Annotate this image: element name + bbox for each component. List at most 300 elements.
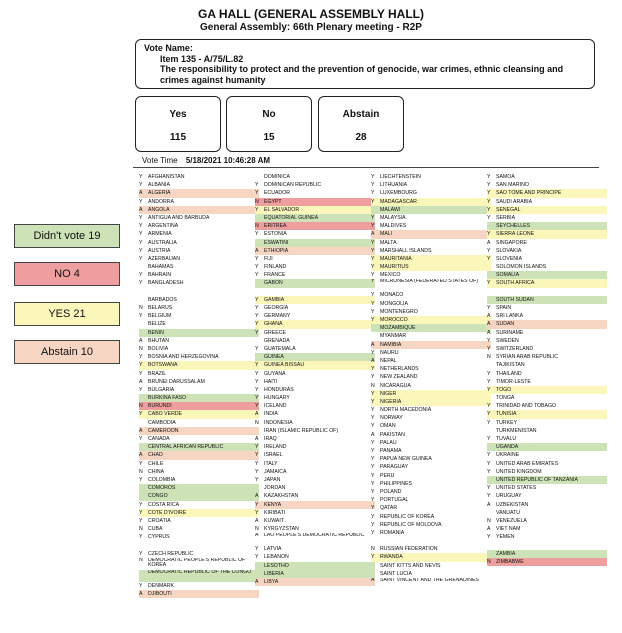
country-name: PAKISTAN — [380, 431, 405, 438]
vote-mark: Y — [139, 386, 143, 393]
country-name: EL SALVADOR — [264, 206, 300, 213]
country-row — [139, 443, 259, 451]
country-row — [139, 181, 259, 189]
country-row — [487, 230, 607, 238]
vote-mark: Y — [255, 501, 259, 508]
country-name: BENIN — [148, 329, 164, 336]
vote-mark: Y — [139, 231, 143, 238]
vote-mark: Y — [371, 529, 375, 536]
country-name: FRANCE — [264, 272, 286, 279]
country-row — [255, 271, 375, 279]
country-row — [255, 288, 375, 296]
country-name: KYRGYZSTAN — [264, 526, 299, 533]
country-name: LAO PEOPLE'S DEMOCRATIC REPUBLIC — [264, 533, 365, 539]
country-row — [487, 198, 607, 206]
country-row — [371, 316, 491, 324]
country-name: ISRAEL — [264, 452, 283, 459]
vote-mark: Y — [139, 362, 143, 369]
country-row — [371, 553, 491, 561]
country-name: TAJIKISTAN — [496, 362, 525, 369]
vote-mark: Y — [139, 436, 143, 442]
country-name: ESWATINI — [264, 239, 289, 246]
country-name: GUYANA — [264, 370, 286, 377]
country-name: CANADA — [148, 436, 170, 442]
country-name: BRAZIL — [148, 370, 167, 377]
vote-mark: Y — [371, 174, 375, 180]
country-row — [139, 460, 259, 468]
vote-mark: Y — [371, 521, 375, 528]
country-row — [139, 296, 259, 304]
country-row — [371, 214, 491, 222]
country-row — [255, 222, 375, 230]
vote-mark: A — [139, 427, 143, 434]
country-row — [487, 288, 607, 296]
vote-mark: Y — [255, 444, 259, 451]
country-name: ARMENIA — [148, 231, 172, 238]
country-row — [255, 279, 375, 287]
vote-mark: Y — [487, 305, 491, 311]
country-name: IRAN (ISLAMIC REPUBLIC OF) — [264, 427, 339, 434]
country-row — [487, 255, 607, 263]
country-row — [487, 435, 607, 443]
country-name: PARAGUAY — [380, 464, 409, 471]
country-name: SURINAME — [496, 329, 524, 336]
vote-mark: Y — [487, 460, 491, 467]
yes-tally-box — [135, 96, 221, 152]
country-row — [255, 378, 375, 386]
no-label: No — [262, 109, 276, 120]
country-row — [255, 263, 375, 271]
vote-mark: N — [255, 223, 259, 230]
country-name: NORWAY — [380, 415, 403, 422]
country-row — [255, 460, 375, 468]
vote-mark: Y — [371, 264, 375, 271]
country-row — [139, 230, 259, 238]
country-row — [487, 361, 607, 369]
country-name: GUATEMALA — [264, 345, 296, 352]
country-row — [139, 345, 259, 353]
country-row — [255, 329, 375, 337]
country-row — [487, 533, 607, 541]
country-name: KUWAIT — [264, 517, 284, 524]
country-name: PALAU — [380, 439, 397, 446]
vote-mark: Y — [371, 182, 375, 189]
country-row — [371, 447, 491, 455]
country-name: BELARUS — [148, 305, 173, 311]
country-name: YEMEN — [496, 534, 515, 541]
country-name: COLOMBIA — [148, 476, 176, 483]
vote-mark: Y — [139, 534, 143, 541]
country-row — [371, 357, 491, 365]
country-row — [255, 247, 375, 255]
country-row — [255, 181, 375, 189]
country-name: LITHUANIA — [380, 182, 408, 189]
legend-no: NO 4 — [14, 262, 120, 286]
vote-mark: Y — [255, 362, 259, 369]
yes-label: Yes — [169, 109, 187, 120]
country-name: BHUTAN — [148, 337, 169, 344]
country-name: VIET NAM — [496, 526, 521, 533]
country-row — [487, 550, 607, 558]
country-row — [255, 501, 375, 509]
country-row — [255, 533, 375, 545]
country-row — [487, 558, 607, 566]
vote-mark: A — [139, 337, 143, 344]
country-name: COTE D'IVOIRE — [148, 509, 187, 516]
country-row — [139, 214, 259, 222]
country-name: SEYCHELLES — [496, 223, 531, 230]
vote-mark: Y — [139, 280, 143, 287]
vote-mark: N — [487, 558, 491, 565]
country-row — [371, 181, 491, 189]
vote-mark: Y — [139, 223, 143, 230]
country-row — [255, 337, 375, 345]
vote-mark: Y — [139, 501, 143, 508]
country-name: INDONESIA — [264, 419, 293, 426]
vote-time-value: 5/18/2021 10:46:28 AM — [185, 156, 271, 165]
country-column-3 — [371, 173, 491, 590]
country-row — [371, 332, 491, 340]
country-row — [255, 427, 375, 435]
country-row — [139, 582, 259, 590]
country-name: CAMBODIA — [148, 419, 176, 426]
legend-abstain: Abstain 10 — [14, 340, 120, 364]
vote-mark: Y — [139, 476, 143, 483]
country-name: CONGO — [148, 493, 168, 500]
country-row — [487, 509, 607, 517]
country-row — [139, 435, 259, 443]
country-row — [487, 451, 607, 459]
vote-mark: Y — [139, 354, 143, 361]
vote-mark: Y — [371, 190, 375, 197]
country-row — [139, 353, 259, 361]
country-name: NEW ZEALAND — [380, 374, 418, 381]
country-name: SOUTH SUDAN — [496, 296, 534, 303]
country-name: CABO VERDE — [148, 411, 183, 418]
country-name: PANAMA — [380, 448, 402, 454]
vote-mark: N — [487, 517, 491, 524]
country-name: BRUNEI DARUSSALAM — [148, 378, 205, 385]
country-name: TONGA — [496, 395, 515, 402]
country-row — [255, 345, 375, 353]
country-row — [255, 492, 375, 500]
country-name: KENYA — [264, 501, 282, 508]
vote-mark: Y — [371, 505, 375, 512]
vote-mark: Y — [255, 468, 259, 475]
country-name: CYPRUS — [148, 534, 170, 541]
country-name: LEBANON — [264, 554, 289, 561]
vote-mark: Y — [139, 517, 143, 524]
country-row — [139, 590, 259, 598]
country-name: SLOVENIA — [496, 255, 522, 262]
country-name: MOROCCO — [380, 317, 408, 323]
country-name: MADAGASCAR — [380, 198, 417, 205]
country-row — [139, 517, 259, 525]
vote-mark: A — [139, 452, 143, 459]
country-name: SRI LANKA — [496, 313, 524, 320]
vote-mark: Y — [371, 292, 375, 299]
country-row — [255, 570, 375, 578]
divider — [133, 167, 599, 168]
vote-mark: A — [371, 357, 375, 364]
country-row — [371, 279, 491, 291]
vote-mark: Y — [371, 407, 375, 414]
country-name: DENMARK — [148, 582, 174, 589]
vote-mark: N — [139, 403, 143, 410]
country-row — [139, 312, 259, 320]
country-name: BANGLADESH — [148, 280, 184, 287]
country-name: MYANMAR — [380, 333, 407, 340]
country-name: GUINEA — [264, 354, 284, 361]
country-row — [139, 533, 259, 541]
country-row — [139, 394, 259, 402]
country-row — [487, 492, 607, 500]
country-row — [255, 562, 375, 570]
vote-mark: N — [139, 468, 143, 475]
country-row — [487, 189, 607, 197]
vote-mark: N — [139, 526, 143, 533]
country-row — [139, 255, 259, 263]
country-row — [371, 521, 491, 529]
country-name: ROMANIA — [380, 529, 405, 536]
country-name: GEORGIA — [264, 305, 289, 311]
vote-mark: N — [139, 345, 143, 352]
country-row — [255, 312, 375, 320]
vote-mark: Y — [371, 513, 375, 520]
vote-mark: Y — [255, 321, 259, 328]
legend-yes: YES 21 — [14, 302, 120, 326]
country-name: CZECH REPUBLIC — [148, 550, 194, 557]
country-name: LATVIA — [264, 546, 282, 553]
country-name: JAMAICA — [264, 468, 287, 475]
country-row — [371, 422, 491, 430]
country-row — [139, 320, 259, 328]
no-tally-box — [226, 96, 312, 152]
vote-mark: Y — [487, 452, 491, 459]
country-name: ZAMBIA — [496, 550, 516, 557]
country-name: BULGARIA — [148, 386, 175, 393]
legend-didnt-vote: Didn't vote 19 — [14, 224, 120, 248]
country-row — [139, 410, 259, 418]
country-row — [487, 484, 607, 492]
vote-mark: Y — [371, 198, 375, 205]
vote-mark: Y — [487, 174, 491, 180]
country-row — [487, 378, 607, 386]
country-row — [487, 181, 607, 189]
country-row — [371, 578, 491, 590]
country-row — [371, 230, 491, 238]
country-name: ANGOLA — [148, 206, 170, 213]
country-row — [487, 427, 607, 435]
country-name: ERITREA — [264, 223, 287, 230]
country-row — [487, 312, 607, 320]
country-name: CROATIA — [148, 517, 171, 524]
no-count: 15 — [263, 132, 275, 143]
country-name: SYRIAN ARAB REPUBLIC — [496, 354, 558, 361]
country-row — [487, 239, 607, 247]
country-name: BOSNIA AND HERZEGOVINA — [148, 354, 219, 361]
vote-mark: A — [371, 431, 375, 438]
country-row — [371, 222, 491, 230]
country-row — [487, 501, 607, 509]
country-name: BELIZE — [148, 321, 166, 328]
country-name: KIRIBATI — [264, 509, 286, 516]
country-row — [371, 414, 491, 422]
vote-mark: A — [487, 329, 491, 336]
country-name: GABON — [264, 280, 283, 287]
vote-mark: Y — [371, 317, 375, 323]
country-name: AZERBAIJAN — [148, 255, 180, 262]
country-row — [255, 320, 375, 328]
vote-mark: Y — [487, 370, 491, 377]
country-row — [371, 365, 491, 373]
vote-mark: Y — [371, 423, 375, 430]
country-name: VANUATU — [496, 509, 521, 516]
country-row — [255, 517, 375, 525]
country-name: SUDAN — [496, 321, 515, 328]
country-row — [487, 476, 607, 484]
country-row — [487, 419, 607, 427]
country-name: BAHRAIN — [148, 272, 172, 279]
vote-mark: Y — [371, 472, 375, 479]
vote-mark: A — [487, 526, 491, 533]
abstain-count: 28 — [355, 132, 367, 143]
country-row — [371, 562, 491, 570]
country-row — [487, 468, 607, 476]
country-name: SENEGAL — [496, 206, 521, 213]
country-row — [487, 353, 607, 361]
country-name: DOMINICA — [264, 174, 290, 180]
country-row — [487, 279, 607, 287]
country-row — [487, 394, 607, 402]
vote-mark: Y — [487, 231, 491, 238]
country-row — [139, 378, 259, 386]
vote-mark: Y — [487, 534, 491, 541]
country-name: SPAIN — [496, 305, 512, 311]
vote-item-number: Item 135 - A/75/L.82 — [160, 53, 244, 64]
vote-mark: Y — [487, 206, 491, 213]
country-row — [255, 525, 375, 533]
country-row — [371, 390, 491, 398]
country-row — [139, 550, 259, 558]
country-row — [255, 419, 375, 427]
country-name: JORDAN — [264, 485, 286, 492]
country-row — [371, 504, 491, 512]
country-name: NIGERIA — [380, 398, 402, 405]
country-name: SAO TOME AND PRINCIPE — [496, 190, 562, 197]
country-name: GUINEA BISSAU — [264, 362, 305, 369]
country-row — [139, 304, 259, 312]
country-name: PORTUGAL — [380, 497, 409, 504]
country-row — [139, 468, 259, 476]
country-row — [255, 451, 375, 459]
vote-mark: Y — [371, 554, 375, 561]
country-row — [371, 324, 491, 332]
country-row — [139, 509, 259, 517]
vote-mark: Y — [139, 509, 143, 516]
country-row — [139, 247, 259, 255]
vote-mark: N — [371, 382, 375, 389]
country-row — [487, 173, 607, 181]
vote-mark: Y — [139, 370, 143, 377]
vote-mark: A — [255, 247, 259, 254]
country-row — [255, 484, 375, 492]
vote-name-box — [135, 39, 595, 89]
country-name: LIBERIA — [264, 570, 284, 577]
country-row — [371, 398, 491, 406]
country-name: TUNISIA — [496, 411, 517, 418]
vote-mark: Y — [255, 460, 259, 467]
vote-mark: Y — [487, 182, 491, 189]
country-row — [139, 189, 259, 197]
vote-mark: Y — [255, 345, 259, 352]
country-name: ETHIOPIA — [264, 247, 289, 254]
vote-mark: Y — [487, 378, 491, 385]
country-name: BOTSWANA — [148, 362, 178, 369]
country-name: SWEDEN — [496, 337, 519, 344]
country-name: ESTONIA — [264, 231, 287, 238]
vote-mark: Y — [487, 493, 491, 500]
vote-mark: Y — [255, 386, 259, 393]
vote-mark: Y — [255, 305, 259, 311]
country-row — [371, 431, 491, 439]
vote-mark: Y — [487, 280, 491, 287]
vote-mark: Y — [139, 174, 143, 180]
country-row — [255, 509, 375, 517]
vote-mark: Y — [371, 488, 375, 495]
vote-mark: A — [371, 341, 375, 348]
country-row — [371, 173, 491, 181]
vote-mark: Y — [255, 231, 259, 238]
vote-mark: Y — [487, 403, 491, 410]
country-row — [487, 329, 607, 337]
vote-mark: Y — [255, 206, 259, 213]
country-name: TURKEY — [496, 419, 518, 426]
vote-mark: Y — [255, 476, 259, 483]
country-name: UKRAINE — [496, 452, 520, 459]
country-name: TIMOR-LESTE — [496, 378, 531, 385]
country-name: MALI — [380, 231, 393, 238]
country-name: RUSSIAN FEDERATION — [380, 546, 438, 553]
country-name: PERU — [380, 472, 395, 479]
country-name: IRAQ — [264, 436, 277, 442]
country-name: MAURITIUS — [380, 264, 409, 271]
country-row — [255, 394, 375, 402]
country-row — [255, 296, 375, 304]
country-name: QATAR — [380, 505, 398, 512]
vote-description: The responsibility to protect and the prevention of genocide, war crimes, ethnic cleansing and crimes against humanity — [160, 64, 564, 85]
vote-mark: Y — [139, 582, 143, 589]
vote-mark: Y — [255, 452, 259, 459]
country-row — [371, 198, 491, 206]
vote-time — [142, 156, 270, 165]
country-name: UGANDA — [496, 444, 519, 451]
country-row — [139, 492, 259, 500]
country-name: MALAYSIA — [380, 214, 406, 221]
vote-mark: Y — [487, 190, 491, 197]
country-name: HONDURAS — [264, 386, 294, 393]
country-row — [487, 517, 607, 525]
country-name: NETHERLANDS — [380, 366, 419, 373]
vote-mark: Y — [371, 223, 375, 230]
country-name: VENEZUELA — [496, 517, 527, 524]
country-row — [487, 410, 607, 418]
country-row — [255, 361, 375, 369]
country-row — [487, 386, 607, 394]
country-name: LIECHTENSTEIN — [380, 174, 421, 180]
country-name: SAINT LUCIA — [380, 570, 412, 577]
country-name: MONACO — [380, 292, 404, 299]
